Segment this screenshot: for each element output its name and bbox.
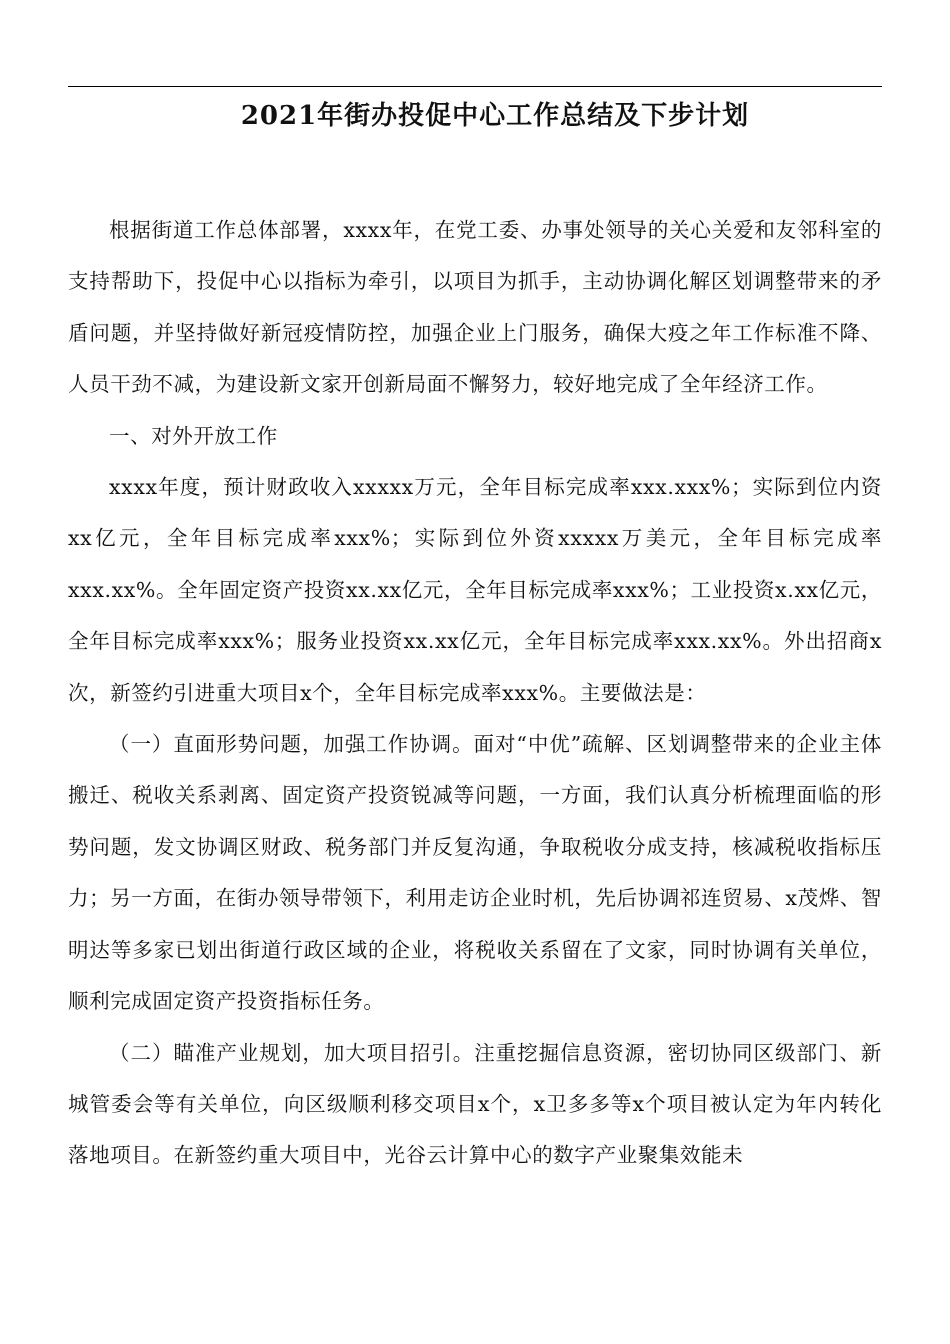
- subsection-2-paragraph: （二）瞄准产业规划，加大项目招引。注重挖掘信息资源，密切协同区级部门、新城管委会等有关单位，向区级顺利移交项目x个，x卫多多等x个项目被认定为年内转化落地项目。在新签约重大项目中，光谷云计算中心的数字产业聚集效能未: [68, 1040, 882, 1168]
- header-rule: [68, 86, 882, 87]
- document-title: 2021年街办投促中心工作总结及下步计划: [240, 101, 750, 131]
- subsection-1-paragraph: （一）直面形势问题，加强工作协调。面对“中优”疏解、区划调整带来的企业主体搬迁、税收关系剥离、固定资产投资锐减等问题，一方面，我们认真分析梳理面临的形势问题，发文协调区财政、税务部门并反复沟通，争取税收分成支持，核减税收指标压力；另一方面，在街办领导带领下，利用走访企业时机，先后协调祁连贸易、x茂烨、智明达等多家已划出街道行政区域的企业，将税收关系留在了文家，同时协调有关单位，顺利完成固定资产投资指标任务。: [68, 732, 882, 1014]
- document-body: [68, 205, 882, 1182]
- stats-paragraph: xxxx年度，预计财政收入xxxxx万元，全年目标完成率xxx.xxx%；实际到位内资xx亿元，全年目标完成率xxx%；实际到位外资xxxxx万美元，全年目标完成率xxx.xx%。全年固定资产投资xx.xx亿元，全年目标完成率xxx%；工业投资x.xx亿元，全年目标完成率xxx%；服务业投资xx.xx亿元，全年目标完成率xxx.xx%。外出招商x次，新签约引进重大项目x个，全年目标完成率xxx%。主要做法是：: [68, 475, 882, 705]
- intro-paragraph: 根据街道工作总体部署，xxxx年，在党工委、办事处领导的关心关爱和友邻科室的支持帮助下，投促中心以指标为牵引，以项目为抓手，主动协调化解区划调整带来的矛盾问题，并坚持做好新冠疫情防控，加强企业上门服务，确保大疫之年工作标准不降、人员干劲不减，为建设新文家开创新局面不懈努力，较好地完成了全年经济工作。: [68, 218, 882, 397]
- section-heading: 一、对外开放工作: [109, 423, 278, 448]
